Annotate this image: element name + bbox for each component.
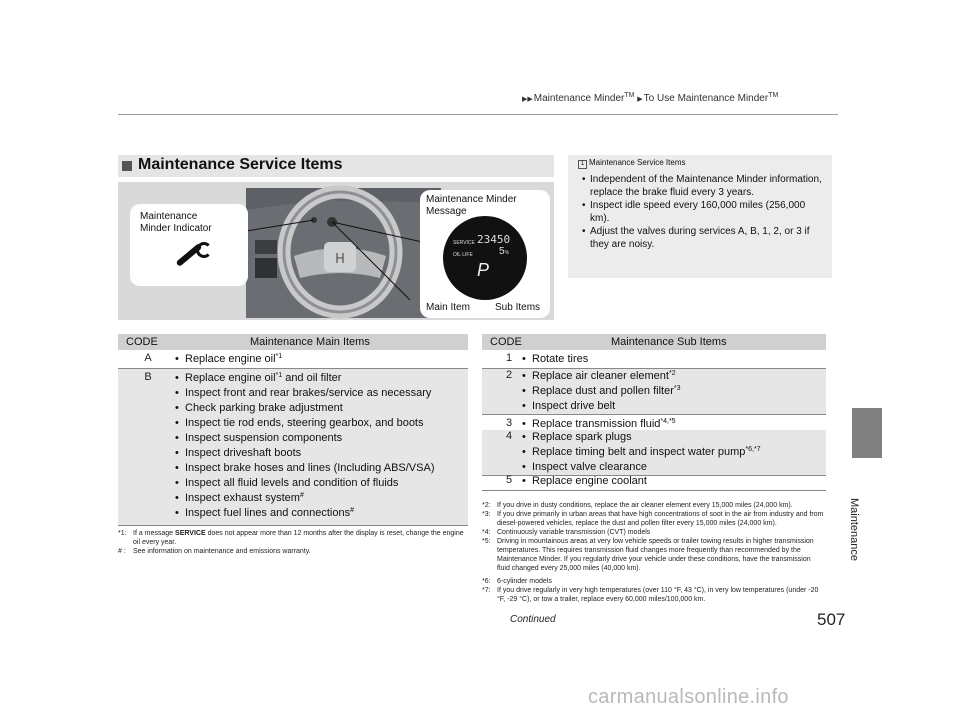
row-divider — [482, 490, 826, 491]
square-bullet-icon — [122, 161, 132, 171]
header-items: Maintenance Main Items — [250, 336, 370, 348]
note-item: • Adjust the valves during services A, B, 1, 2, or 3 if they are noisy. — [582, 225, 822, 251]
table-row — [482, 472, 826, 490]
list-item: • Check parking brake adjustment — [175, 401, 434, 416]
arrow-icon: ▶▶ — [522, 96, 533, 103]
row-code: 1 — [505, 352, 513, 364]
row-items — [175, 352, 282, 367]
footnote — [118, 529, 468, 547]
trademark-mark: TM — [768, 92, 779, 99]
breadcrumb — [522, 93, 778, 104]
list-item: • Inspect all fluid levels and condition of fluids — [175, 476, 434, 491]
table-header — [118, 334, 468, 350]
list-item: • Inspect drive belt — [522, 399, 681, 414]
display-percent-value: 5 — [499, 246, 505, 257]
row-code: B — [144, 371, 152, 383]
continued-label: Continued — [510, 614, 556, 625]
header-items: Maintenance Sub Items — [611, 336, 727, 348]
callout-indicator-text: Maintenance Minder Indicator — [140, 211, 212, 234]
list-item — [175, 352, 282, 367]
table-row — [482, 350, 826, 368]
list-item: • Inspect driveshaft boots — [175, 446, 434, 461]
row-divider — [118, 525, 468, 526]
display-percent-text — [499, 246, 509, 259]
list-item: • Replace engine coolant — [522, 474, 647, 489]
note-list — [582, 173, 822, 251]
footnote-ref: *2 — [668, 370, 676, 377]
chapter-label: Maintenance — [848, 498, 860, 561]
dashboard-illustration — [118, 182, 554, 320]
footnote-ref: # — [350, 507, 355, 514]
item-text: Inspect exhaust system — [185, 492, 300, 504]
row-items — [522, 430, 761, 475]
footnote — [482, 510, 826, 528]
footnote-post: does not appear more than 12 months after the display is reset, change the engine oil every year. — [133, 530, 464, 546]
label-sub-items: Sub Items — [495, 302, 541, 313]
list-item: • Inspect valve clearance — [522, 460, 761, 475]
display-gear-text: P — [477, 260, 490, 280]
note-item: • Inspect idle speed every 160,000 miles (256,000 km). — [582, 199, 822, 225]
list-item — [522, 384, 681, 399]
row-code: 3 — [505, 417, 513, 429]
item-text: Replace air cleaner element — [532, 370, 669, 382]
reference-icon: 1 — [578, 160, 587, 169]
footnote — [482, 586, 826, 604]
note-title — [578, 158, 686, 169]
header-divider — [118, 114, 838, 115]
footnote-text — [133, 529, 468, 547]
footnote — [482, 528, 826, 537]
item-text: Replace engine oil — [185, 372, 276, 384]
footnote — [482, 577, 826, 586]
note-title-text: Maintenance Service Items — [589, 158, 686, 167]
list-item — [175, 491, 434, 506]
footnote — [482, 501, 826, 510]
list-item — [522, 369, 681, 384]
row-items — [175, 371, 434, 521]
table-row — [482, 369, 826, 414]
footnote-ref: *1 — [275, 353, 283, 360]
row-code: 2 — [505, 369, 513, 381]
footnote-key: *3: — [482, 511, 491, 518]
label-main-item: Main Item — [426, 302, 470, 313]
header-code: CODE — [490, 336, 522, 348]
section-heading — [118, 155, 554, 177]
table-header — [482, 334, 826, 350]
row-code: 5 — [505, 474, 513, 486]
display-code-text: 23450 — [477, 233, 511, 246]
page-number: 507 — [817, 610, 846, 629]
footnote-ref: *6,*7 — [745, 446, 761, 453]
row-items — [522, 474, 647, 489]
list-item — [175, 371, 434, 386]
display-oil-life-text: OIL LIFE — [453, 252, 473, 258]
list-item: • Inspect tie rod ends, steering gearbox, and boots — [175, 416, 434, 431]
footnote-key: *1: — [118, 530, 127, 537]
wrench-icon-head — [196, 242, 212, 258]
display-percent-unit: % — [504, 250, 510, 256]
list-item — [175, 506, 434, 521]
main-items-table — [118, 334, 468, 524]
header-code: CODE — [126, 336, 158, 348]
footnote-text: See information on maintenance and emissions warranty. — [133, 548, 311, 555]
table-row — [118, 369, 468, 525]
row-code: 4 — [505, 430, 513, 442]
chapter-label-wrap — [838, 470, 898, 561]
footnote-key: *6: — [482, 578, 491, 585]
breadcrumb-item-1: Maintenance Minder — [533, 93, 625, 104]
callout-message-text: Maintenance Minder Message — [426, 194, 517, 217]
callout-message — [420, 190, 550, 318]
footnote-ref: *3 — [673, 385, 681, 392]
table-row — [482, 430, 826, 475]
footnote-text: 6-cylinder models — [497, 578, 552, 585]
row-code: A — [144, 352, 152, 364]
watermark: carmanualsonline.info — [588, 686, 789, 708]
footnote-ref: # — [299, 492, 304, 499]
footnote-text: If you drive primarily in urban areas that have high concentrations of soot in the air from industry and from diesel-powered vehicles, replace the dust and pollen filter every 15,000 miles (24,000 km). — [497, 511, 824, 527]
footnote-key: *4: — [482, 529, 491, 536]
footnote-text: Driving in mountainous areas at very low vehicle speeds or trailer towing results in higher transmission temperatures. This requires transmission fluid changes more frequently than recommended by the Maintenance Minder. If you regularly drive your vehicle under these conditions, have the transmission fluid changed every 25,000 miles (40,000 km). — [497, 538, 814, 572]
arrow-icon: ▶ — [637, 96, 643, 103]
chapter-tab[interactable] — [852, 408, 882, 458]
footnote-pre: If a message — [133, 530, 176, 537]
item-text: Replace engine oil — [185, 353, 276, 365]
footnote — [118, 547, 468, 557]
note-item: • Independent of the Maintenance Minder information, replace the brake fluid every 3 years. — [582, 173, 822, 199]
list-item: • Inspect suspension components — [175, 431, 434, 446]
section-title: Maintenance Service Items — [138, 156, 343, 173]
footnote-bold: SERVICE — [175, 530, 206, 537]
footnote — [482, 537, 826, 577]
footnote-text: If you drive regularly in very high temperatures (over 110 °F, 43 °C), in very low temperatures (under -20 °F, -29 °C), or tow a trailer, replace every 60,000 miles/100,000 km. — [497, 587, 819, 603]
breadcrumb-item-2: To Use Maintenance Minder — [643, 93, 769, 104]
svg-text:H: H — [335, 252, 345, 267]
row-items — [522, 352, 588, 367]
meter-display — [443, 216, 527, 300]
item-text: Inspect fuel lines and connections — [185, 507, 351, 519]
footnote-key: *5: — [482, 538, 491, 545]
footnote-text: Continuously variable transmission (CVT) models — [497, 529, 651, 536]
footnote-text: If you drive in dusty conditions, replace the air cleaner element every 15,000 miles (24,000 km). — [497, 502, 793, 509]
item-text: Replace timing belt and inspect water pump — [532, 446, 746, 458]
footnote-ref: *1 — [275, 372, 283, 379]
sub-items-table — [482, 334, 826, 490]
note-box — [568, 155, 832, 278]
list-item: • Inspect front and rear brakes/service as necessary — [175, 386, 434, 401]
item-text-tail: and oil filter — [282, 372, 342, 384]
table-row — [118, 350, 468, 368]
callout-indicator — [130, 204, 248, 286]
footnote-key: *2: — [482, 502, 491, 509]
row-items — [522, 369, 681, 414]
item-text: Replace transmission fluid — [532, 418, 661, 430]
footnote-key: # : — [118, 548, 126, 555]
footnote-ref: *4,*5 — [660, 418, 676, 425]
list-item: • Replace spark plugs — [522, 430, 761, 445]
list-item: • Inspect brake hoses and lines (Including ABS/VSA) — [175, 461, 434, 476]
footnote-key: *7: — [482, 587, 491, 594]
trademark-mark: TM — [624, 92, 635, 99]
list-item: • Rotate tires — [522, 352, 588, 367]
list-item — [522, 445, 761, 460]
item-text: Replace dust and pollen filter — [532, 385, 674, 397]
display-service-text: SERVICE — [453, 240, 475, 246]
